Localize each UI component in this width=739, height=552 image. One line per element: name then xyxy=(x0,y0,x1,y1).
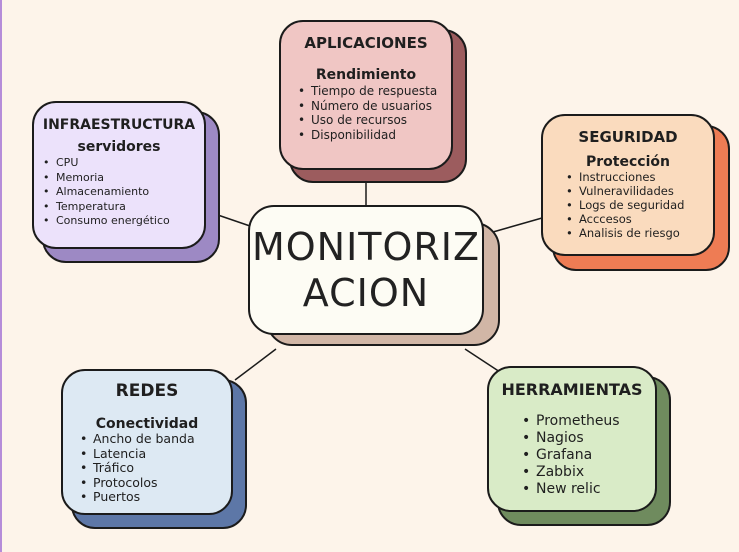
node-aplicaciones-title: APLICACIONES xyxy=(304,34,428,52)
node-redes-title: REDES xyxy=(115,381,179,401)
node-aplicaciones-subtitle: Rendimiento xyxy=(315,67,417,83)
node-seguridad-face xyxy=(541,114,715,256)
list-item: • Protocolos xyxy=(79,476,231,491)
node-herramientas-face xyxy=(487,366,657,512)
list-item: • Número de usuarios xyxy=(297,99,451,114)
list-item: • Vulneravilidades xyxy=(565,184,713,198)
node-seguridad-subtitle: Protección xyxy=(586,154,670,170)
list-item: • CPU xyxy=(42,156,204,171)
list-item: • Grafana xyxy=(521,447,655,464)
list-item: • Ancho de banda xyxy=(79,432,231,447)
list-item: • Puertos xyxy=(79,490,231,505)
node-herramientas-list xyxy=(521,413,655,498)
list-item: • Zabbix xyxy=(521,464,655,481)
node-aplicaciones-face xyxy=(279,20,453,170)
list-item: • Prometheus xyxy=(521,413,655,430)
node-seguridad-title: SEGURIDAD xyxy=(578,128,678,146)
node-infraestructura-list xyxy=(42,156,204,229)
list-item: • Latencia xyxy=(79,447,231,462)
list-item: • New relic xyxy=(521,481,655,498)
list-item: • Tráfico xyxy=(79,461,231,476)
list-item: • Temperatura xyxy=(42,200,204,215)
connector-seguridad xyxy=(493,218,542,232)
node-seguridad-list xyxy=(565,170,713,240)
node-infraestructura-title: INFRAESTRUCTURA xyxy=(42,117,196,133)
list-item: • Disponibilidad xyxy=(297,128,451,143)
node-herramientas-title: HERRAMIENTAS xyxy=(501,380,643,399)
connector-redes xyxy=(235,349,276,380)
node-infraestructura-subtitle: servidores xyxy=(77,139,161,155)
list-item: • Nagios xyxy=(521,430,655,447)
list-item: • Instrucciones xyxy=(565,170,713,184)
list-item: • Consumo energético xyxy=(42,214,204,229)
list-item: • Almacenamiento xyxy=(42,185,204,200)
node-redes-subtitle: Conectividad xyxy=(95,416,199,432)
central-node-face xyxy=(248,205,484,335)
node-aplicaciones-list xyxy=(297,84,451,142)
node-infraestructura-face xyxy=(32,101,206,249)
list-item: • Analisis de riesgo xyxy=(565,226,713,240)
node-redes-list xyxy=(79,432,231,505)
list-item: • Uso de recursos xyxy=(297,113,451,128)
list-item: • Logs de seguridad xyxy=(565,198,713,212)
list-item: • Memoria xyxy=(42,171,204,186)
connector-herramientas xyxy=(465,349,500,372)
list-item: • Tiempo de respuesta xyxy=(297,84,451,99)
node-redes-face xyxy=(61,369,233,515)
central-title: MONITORIZ ACION xyxy=(251,225,481,315)
list-item: • Acccesos xyxy=(565,212,713,226)
